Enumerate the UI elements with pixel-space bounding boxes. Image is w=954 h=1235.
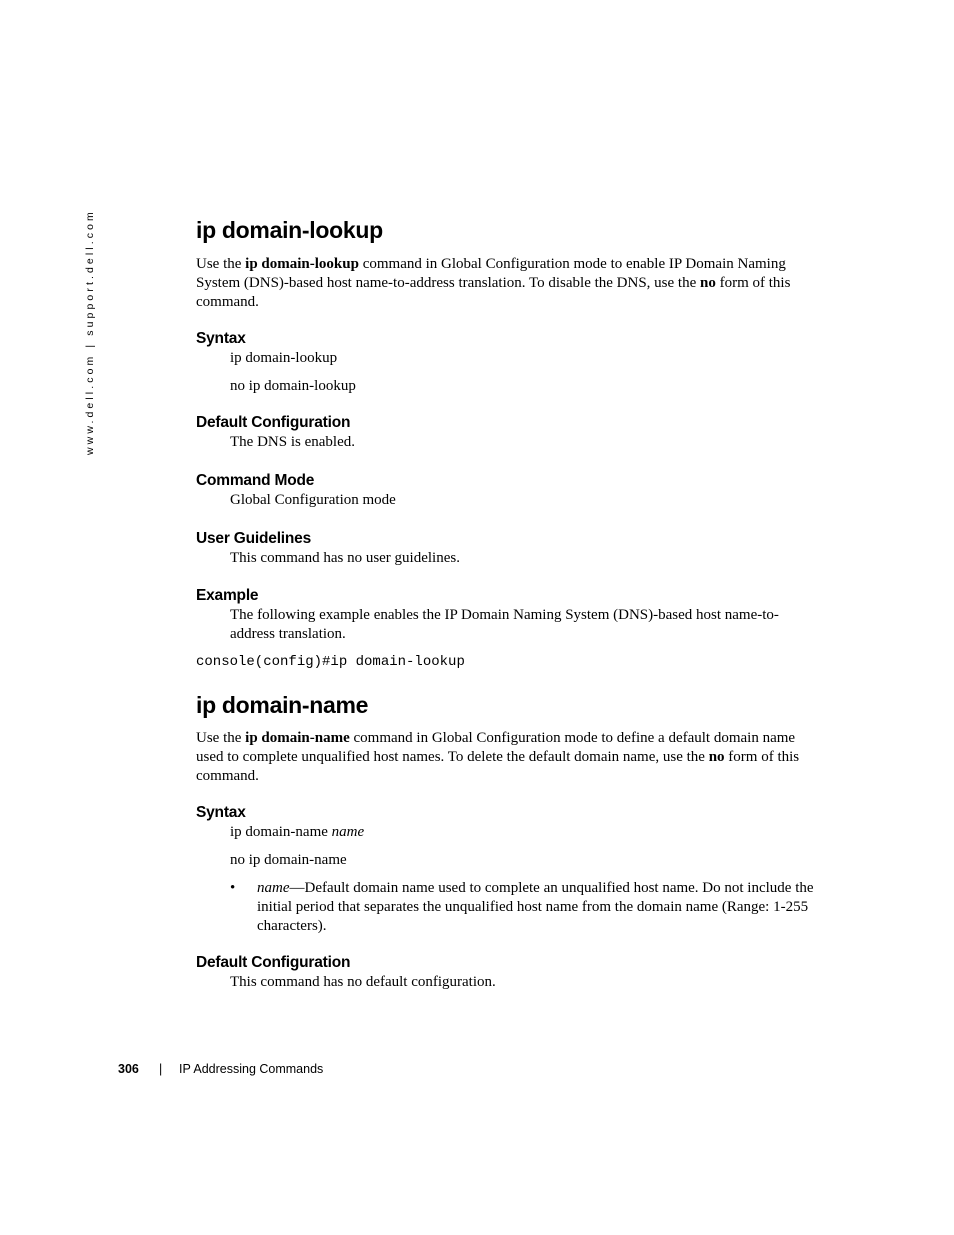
chapter-title: IP Addressing Commands [179, 1062, 324, 1076]
no-keyword: no [700, 275, 716, 291]
section-title-ip-domain-lookup: ip domain-lookup [196, 217, 383, 243]
syntax-line: ip domain-name name [230, 824, 365, 840]
no-keyword: no [708, 749, 725, 765]
user-guidelines-heading: User Guidelines [196, 530, 312, 547]
parameter-bullet [230, 879, 818, 936]
default-configuration-text: This command has no default configuration. [230, 974, 496, 990]
section-title-ip-domain-name: ip domain-name [196, 692, 369, 718]
command-name: ip domain-name [245, 730, 350, 746]
syntax-line: no ip domain-name [230, 852, 347, 868]
parameter-name: name [331, 824, 365, 840]
footer-separator: | [159, 1062, 163, 1076]
command-mode-heading: Command Mode [196, 472, 315, 489]
parameter-name: name [257, 880, 290, 896]
default-configuration-text: The DNS is enabled. [230, 434, 355, 450]
syntax-line: ip domain-lookup [230, 350, 338, 366]
default-configuration-heading: Default Configuration [196, 954, 351, 971]
user-guidelines-text: This command has no user guidelines. [230, 550, 460, 566]
parameter-description: —Default domain name used to complete an unqualified host name. Do not include the initial period that separates the unqualified host name from the domain name (Range: 1-255 characters). [257, 880, 814, 934]
bullet-icon: • [230, 880, 236, 896]
command-mode-text: Global Configuration mode [230, 492, 396, 508]
syntax-heading: Syntax [196, 330, 246, 347]
side-url: www.dell.com | support.dell.com [84, 209, 96, 455]
page-content [196, 214, 818, 992]
page-number: 306 [118, 1062, 139, 1076]
syntax-line: no ip domain-lookup [230, 378, 356, 394]
command-name: ip domain-lookup [245, 256, 359, 272]
syntax-heading: Syntax [196, 804, 246, 821]
example-heading: Example [196, 587, 259, 604]
section-intro: Use the ip domain-name command in Global Configuration mode to define a default domain name used to complete unqualified host names. To delete the default domain name, use the no form of this command. [196, 730, 800, 784]
page-footer [118, 1062, 324, 1076]
section-intro: Use the ip domain-lookup command in Global Configuration mode to enable IP Domain Naming System (DNS)-based host name-to-address translation. To disable the DNS, use the no form of this command. [196, 256, 791, 310]
default-configuration-heading: Default Configuration [196, 414, 351, 431]
example-text: The following example enables the IP Domain Naming System (DNS)-based host name-to-address translation. [230, 607, 779, 642]
example-code: console(config)#ip domain-lookup [196, 654, 465, 670]
